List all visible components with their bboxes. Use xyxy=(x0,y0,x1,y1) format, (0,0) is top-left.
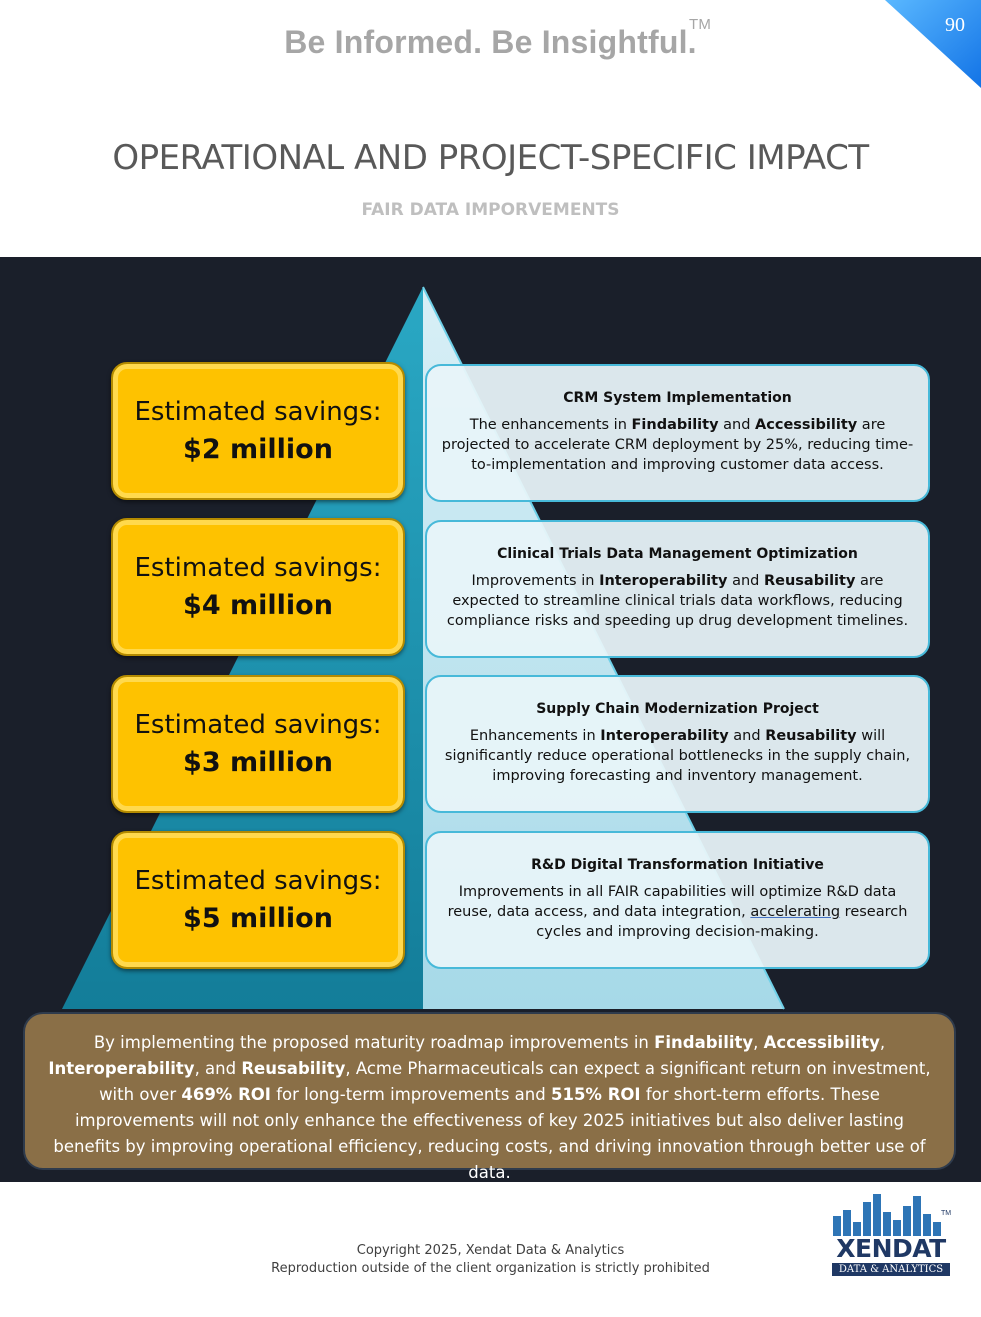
footer-copyright: Copyright 2025, Xendat Data & Analytics xyxy=(356,1243,625,1258)
savings-box-rnd xyxy=(111,831,405,969)
savings-label: Estimated savings: xyxy=(134,710,382,740)
savings-box-supply-chain xyxy=(111,675,405,813)
bar-chart-logo-icon xyxy=(833,1192,951,1236)
tagline xyxy=(0,16,981,61)
savings-box-clinical xyxy=(111,518,405,656)
project-title: Supply Chain Modernization Project xyxy=(536,701,819,717)
project-description: Enhancements in Interoperability and Reusability will significantly reduce operational bottlenecks in the supply chain, improving forecasting and inventory management. xyxy=(444,728,911,784)
savings-value: $2 million xyxy=(183,434,333,465)
roi-summary: By implementing the proposed maturity roadmap improvements in Findability, Accessibility, Interoperability, and Reusability, Acme Pharmaceuticals can expect a significant return on investment, with over 469% ROI for long-term improvements and 515% ROI for short-term efforts. These improvements will not only enhance the effectiveness of key 2025 initiatives but also deliver lasting benefits by improving operational efficiency, reducing costs, and driving innovation through better use of data. xyxy=(23,1012,956,1170)
footer-notice: Reproduction outside of the client organization is strictly prohibited xyxy=(271,1261,710,1276)
project-title: Clinical Trials Data Management Optimization xyxy=(497,546,858,562)
savings-label: Estimated savings: xyxy=(134,866,382,896)
project-title: CRM System Implementation xyxy=(563,390,792,406)
project-box-crm xyxy=(425,364,930,502)
project-box-supply-chain xyxy=(425,675,930,813)
page-number: 90 xyxy=(945,14,965,36)
project-box-clinical xyxy=(425,520,930,658)
savings-box-crm xyxy=(111,362,405,500)
logo-trademark: TM xyxy=(941,1210,952,1217)
project-box-rnd xyxy=(425,831,930,969)
tagline-text: Be Informed. Be Insightful. xyxy=(284,24,697,60)
savings-label: Estimated savings: xyxy=(134,553,382,583)
project-description: Improvements in all FAIR capabilities will optimize R&D data reuse, data access, and data integration, accelerating research cycles and improving decision-making. xyxy=(447,884,908,940)
page-corner-icon xyxy=(885,0,981,88)
savings-label: Estimated savings: xyxy=(134,397,382,427)
tagline-trademark: TM xyxy=(689,16,712,33)
logo-subtitle: DATA & ANALYTICS xyxy=(832,1263,950,1276)
project-title: R&D Digital Transformation Initiative xyxy=(531,857,824,873)
page-subtitle: FAIR DATA IMPORVEMENTS xyxy=(361,200,620,220)
project-description: The enhancements in Findability and Accessibility are projected to accelerate CRM deployment by 25%, reducing time-to-implementation and improving customer data access. xyxy=(441,417,914,473)
savings-value: $5 million xyxy=(183,903,333,934)
logo-name: XENDAT xyxy=(836,1234,946,1263)
savings-value: $3 million xyxy=(183,747,333,778)
xendat-logo xyxy=(831,1192,955,1280)
page-title: OPERATIONAL AND PROJECT-SPECIFIC IMPACT xyxy=(112,138,869,178)
savings-value: $4 million xyxy=(183,590,333,621)
project-description: Improvements in Interoperability and Reusability are expected to streamline clinical trials data workflows, reducing compliance risks and speeding up drug development timelines. xyxy=(446,573,909,629)
